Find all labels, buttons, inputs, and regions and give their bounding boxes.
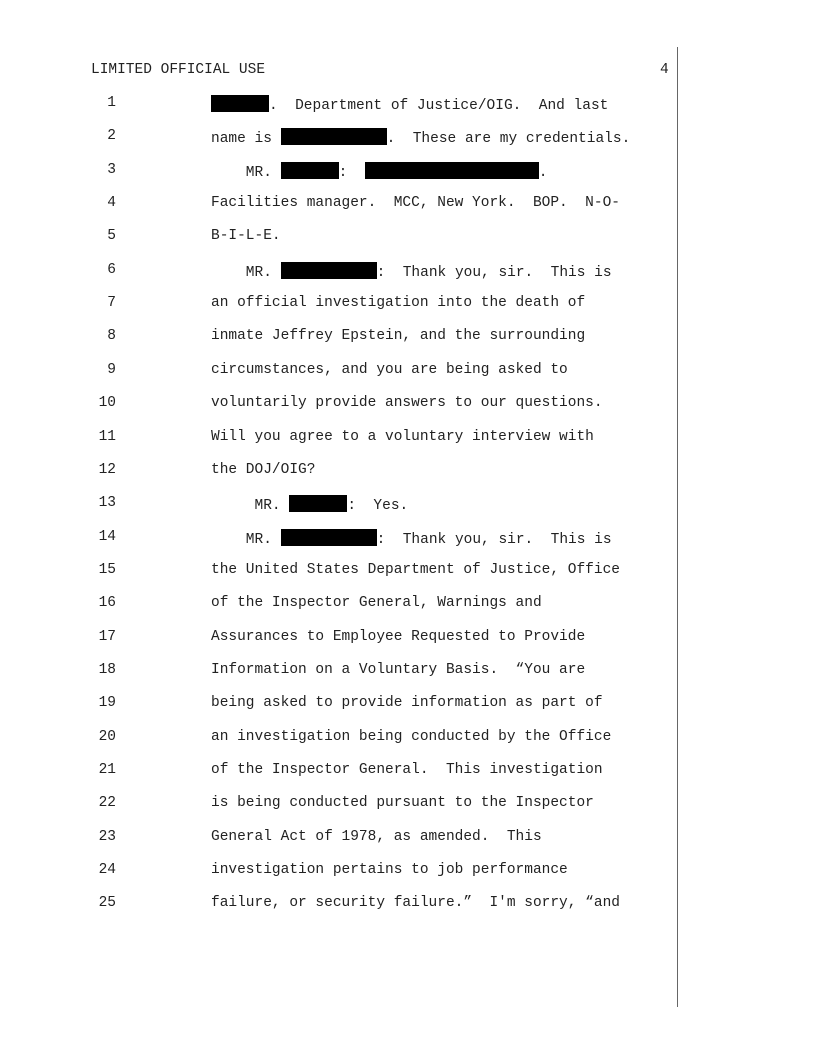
text-segment: : Thank you, sir. This is <box>376 531 612 548</box>
text-segment: is being conducted pursuant to the Inspector <box>211 795 594 812</box>
text-segment: the DOJ/OIG? <box>211 461 316 478</box>
text-segment: : <box>338 164 365 181</box>
line-text <box>211 295 585 311</box>
transcript-line <box>0 662 816 686</box>
page-number: 4 <box>660 62 669 78</box>
text-segment: MR. <box>211 531 281 548</box>
text-segment: Information on a Voluntary Basis. “You are <box>211 661 586 678</box>
text-segment: Assurances to Employee Requested to Provide <box>211 628 586 645</box>
text-segment: circumstances, and you are being asked to <box>211 361 568 378</box>
transcript-line <box>0 795 816 819</box>
text-segment: B-I-L-E. <box>211 228 281 245</box>
text-segment: of the Inspector General. This investigation <box>211 762 603 778</box>
line-text <box>211 595 542 611</box>
transcript-line <box>0 695 816 719</box>
text-segment: . These are my credentials. <box>386 131 631 148</box>
line-number: 20 <box>98 728 116 745</box>
line-number: 18 <box>98 661 116 678</box>
transcript-line <box>0 228 816 252</box>
line-number: 3 <box>107 161 116 178</box>
line-number: 14 <box>98 528 116 545</box>
line-text <box>211 562 620 578</box>
transcript-line <box>0 262 816 286</box>
text-segment: the United States Department of Justice, Office <box>211 561 620 578</box>
transcript-line <box>0 829 816 853</box>
transcript-line <box>0 328 816 352</box>
line-number: 19 <box>98 695 116 712</box>
text-segment: failure, or security failure.” I'm sorry, “and <box>211 895 620 912</box>
redaction-box <box>281 529 377 546</box>
line-text <box>211 529 612 548</box>
transcript-line <box>0 162 816 186</box>
transcript-line <box>0 729 816 753</box>
line-number: 4 <box>107 195 116 212</box>
transcript-line <box>0 395 816 419</box>
text-segment: : Yes. <box>347 498 409 515</box>
text-segment: an investigation being conducted by the Office <box>211 728 612 745</box>
line-number: 24 <box>98 862 116 879</box>
line-number: 15 <box>98 561 116 578</box>
text-segment: being asked to provide information as part of <box>211 695 603 712</box>
line-text <box>211 128 630 147</box>
text-segment: an official investigation into the death of <box>211 295 586 312</box>
transcript-line <box>0 295 816 319</box>
text-segment: MR. <box>211 164 281 181</box>
transcript-line <box>0 762 816 786</box>
line-number: 11 <box>98 428 116 445</box>
line-text <box>211 162 547 181</box>
text-segment: . Department of Justice/OIG. And last <box>269 98 609 114</box>
redaction-box <box>289 495 347 512</box>
line-number: 7 <box>107 295 116 312</box>
line-text <box>211 895 620 911</box>
line-text <box>211 795 594 811</box>
line-number: 21 <box>98 762 116 778</box>
transcript-line <box>0 629 816 653</box>
line-text <box>211 495 408 514</box>
transcript-line <box>0 862 816 886</box>
redaction-box <box>211 95 269 112</box>
text-segment: inmate Jeffrey Epstein, and the surrounding <box>211 328 586 345</box>
redaction-box <box>281 128 387 145</box>
transcript-line <box>0 895 816 919</box>
line-text <box>211 195 620 211</box>
line-text <box>211 729 611 745</box>
line-text <box>211 629 585 645</box>
text-segment: of the Inspector General, Warnings and <box>211 595 542 612</box>
line-text <box>211 95 608 114</box>
line-number: 16 <box>98 595 116 612</box>
text-segment: voluntarily provide answers to our questions. <box>211 395 603 412</box>
line-number: 17 <box>98 628 116 645</box>
line-text <box>211 362 568 378</box>
transcript-line <box>0 495 816 519</box>
text-segment: MR. <box>211 498 290 515</box>
line-number: 12 <box>98 461 116 478</box>
line-number: 1 <box>107 95 116 111</box>
line-number: 23 <box>98 828 116 845</box>
transcript-line <box>0 128 816 152</box>
text-segment: General Act of 1978, as amended. This <box>211 828 542 845</box>
line-number: 22 <box>98 795 116 812</box>
text-segment: name is <box>211 131 281 148</box>
line-text <box>211 862 568 878</box>
line-text <box>211 429 594 445</box>
transcript-line <box>0 562 816 586</box>
transcript-line <box>0 195 816 219</box>
line-number: 10 <box>98 395 116 412</box>
text-segment: MR. <box>211 264 281 281</box>
text-segment: Will you agree to a voluntary interview with <box>211 428 594 445</box>
text-segment: Facilities manager. MCC, New York. BOP. N-O- <box>211 195 620 212</box>
redaction-box <box>281 162 339 179</box>
line-text <box>211 695 603 711</box>
text-segment: : Thank you, sir. This is <box>376 264 612 281</box>
line-number: 5 <box>107 228 116 245</box>
transcript-line <box>0 95 816 119</box>
line-number: 8 <box>107 328 116 345</box>
redaction-box <box>365 162 539 179</box>
redaction-box <box>281 262 377 279</box>
line-text <box>211 395 603 411</box>
transcript-line <box>0 462 816 486</box>
line-number: 2 <box>107 128 116 145</box>
line-text <box>211 328 585 344</box>
page-header-left: LIMITED OFFICIAL USE <box>91 62 266 78</box>
transcript-line <box>0 429 816 453</box>
line-text <box>211 228 281 244</box>
line-text <box>211 829 542 845</box>
text-segment: . <box>538 164 548 181</box>
line-text <box>211 662 585 678</box>
transcript-line <box>0 362 816 386</box>
line-number: 25 <box>98 895 116 912</box>
line-number: 6 <box>107 261 116 278</box>
transcript-line <box>0 595 816 619</box>
line-text <box>211 262 612 281</box>
text-segment: investigation pertains to job performance <box>211 862 568 879</box>
line-text <box>211 462 315 478</box>
line-text <box>211 762 603 778</box>
line-number: 9 <box>107 361 116 378</box>
line-number: 13 <box>98 495 116 512</box>
transcript-line <box>0 529 816 553</box>
